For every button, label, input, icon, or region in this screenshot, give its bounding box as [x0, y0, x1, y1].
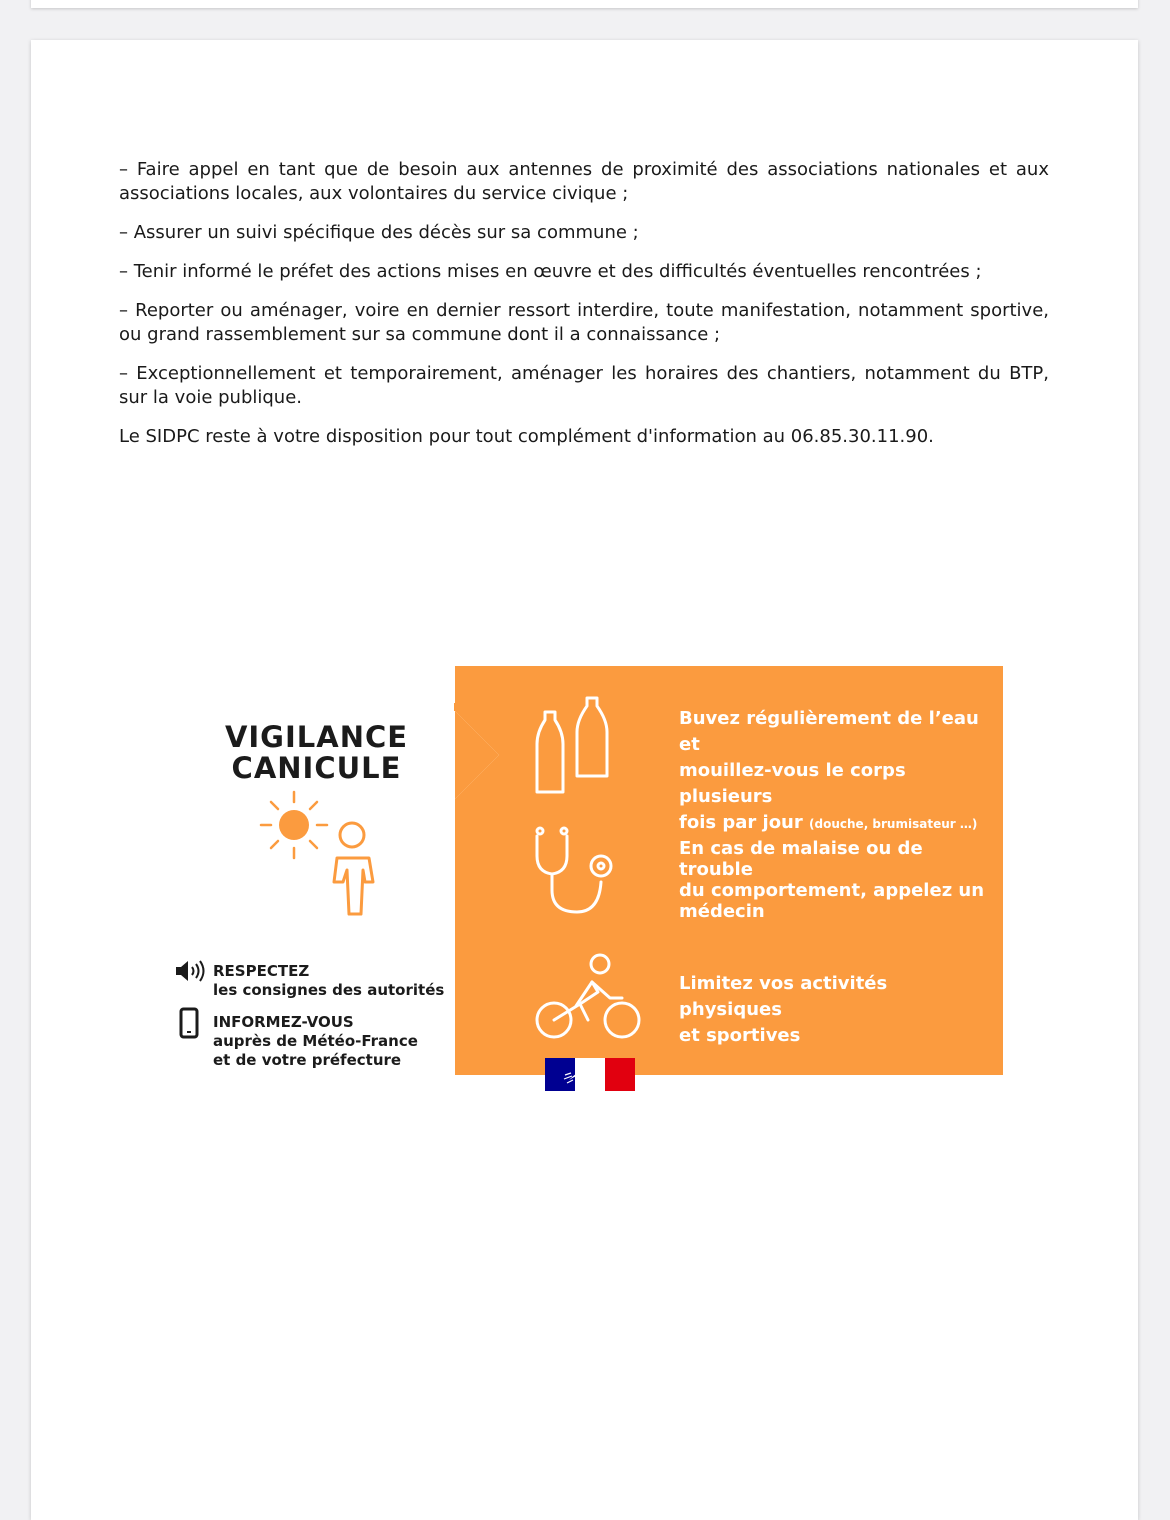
phone-icon — [179, 1007, 199, 1039]
stethoscope-icon — [533, 824, 617, 916]
speaker-icon — [175, 960, 207, 982]
panel-notch — [455, 705, 505, 805]
respectez-text: les consignes des autorités — [213, 981, 445, 999]
sun-icon — [259, 790, 329, 860]
informez-line: auprès de Météo-France — [213, 1032, 418, 1050]
paragraph: – Tenir informé le préfet des actions mises en œuvre et des difficultés éventuelles rencontrées ; — [119, 261, 982, 282]
tip-activity: Limitez vos activités physiques et sportives — [679, 973, 888, 1046]
tip-medical: En cas de malaise ou de trouble du comportement, appelez un médecin — [679, 838, 985, 922]
paragraph: – Reporter ou aménager, voire en dernier ressort interdire, toute manifestation, notamment sportive, ou grand rassemblement sur sa commune dont il a connaissance ; — [119, 300, 1049, 345]
paragraph: – Faire appel en tant que de besoin aux antennes de proximité des associations nationales et aux associations locales, aux volontaires du service civique ; — [119, 159, 1049, 204]
respectez-block — [213, 962, 444, 1000]
tip-hydration: Buvez régulièrement de l’eau et mouillez-vous le corps plusieurs fois par jour (douche, brumisateur …) — [679, 708, 979, 833]
bottles-icon — [535, 694, 615, 794]
paragraph: – Assurer un suivi spécifique des décès sur sa commune ; — [119, 222, 639, 243]
infographic-title: VIGILANCE CANICULE — [224, 720, 409, 785]
document-page — [31, 40, 1138, 1520]
previous-page-edge — [31, 0, 1138, 8]
marianne-logo — [545, 1058, 635, 1091]
respectez-heading: RESPECTEZ — [213, 962, 310, 980]
cyclist-icon — [534, 950, 644, 1042]
informez-heading: INFORMEZ-VOUS — [213, 1013, 354, 1031]
paragraph: – Exceptionnellement et temporairement, aménager les horaires des chantiers, notamment du BTP, sur la voie publique. — [119, 363, 1049, 408]
informez-block — [213, 1013, 418, 1070]
paragraph: Le SIDPC reste à votre disposition pour tout complément d'information au 06.85.30.11.90. — [119, 426, 934, 447]
informez-line: et de votre préfecture — [213, 1051, 402, 1069]
person-icon — [331, 820, 377, 920]
vigilance-canicule-infographic — [31, 40, 1138, 1520]
